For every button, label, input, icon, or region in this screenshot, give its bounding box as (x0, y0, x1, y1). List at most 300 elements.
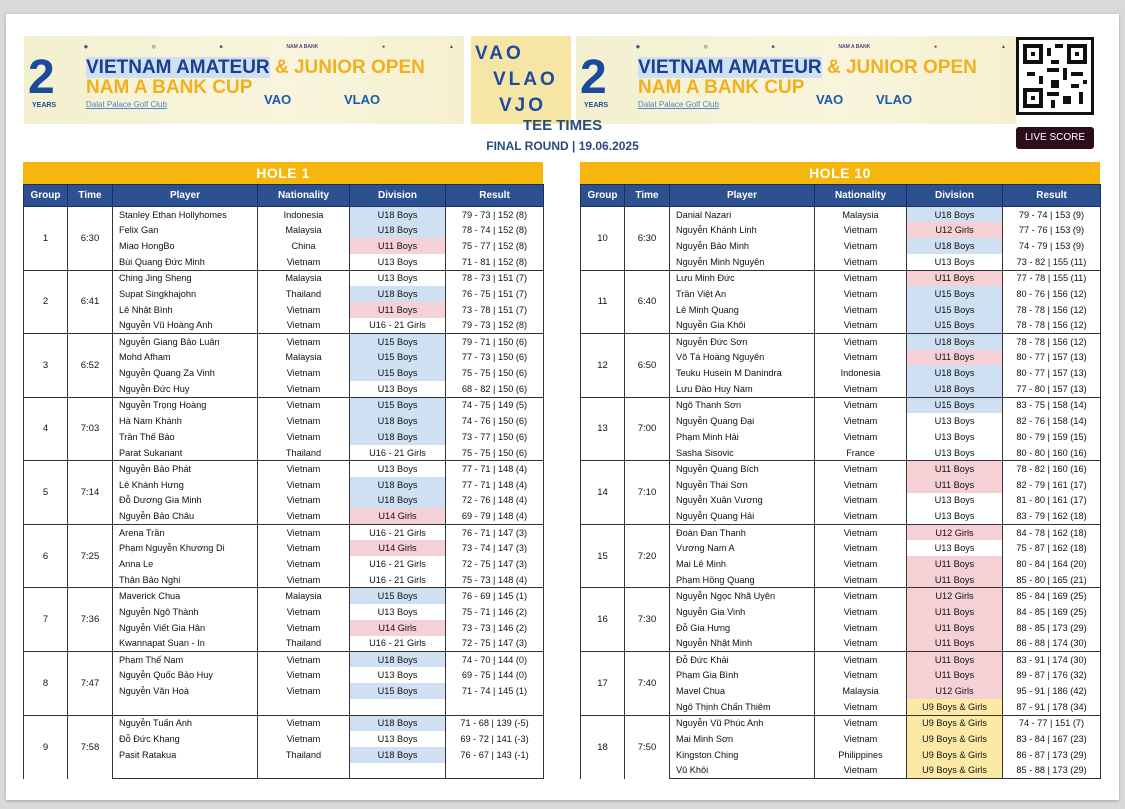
player-result (446, 763, 544, 779)
venue-name: Dalat Palace Golf Club (86, 100, 167, 109)
sponsor-logos (84, 39, 454, 55)
table-row (581, 270, 1101, 286)
player-nationality: Vietnam (258, 715, 350, 731)
player-division: U9 Boys & Girls (907, 715, 1003, 731)
player-division: U15 Boys (350, 683, 446, 699)
player-name: Trần Thế Bảo (113, 429, 258, 445)
event-title (86, 58, 425, 78)
player-nationality: Vietnam (258, 731, 350, 747)
live-score-button[interactable]: LIVE SCORE (1016, 127, 1094, 149)
chip-vlao-label: VLAO (344, 92, 381, 107)
player-division: U9 Boys & Girls (907, 731, 1003, 747)
player-result: 79 - 73 | 152 (8) (446, 318, 544, 334)
col-header-result: Result (1003, 185, 1101, 207)
player-division: U13 Boys (907, 493, 1003, 509)
player-name: Nguyễn Quốc Bảo Huy (113, 667, 258, 683)
player-division: U18 Boys (350, 651, 446, 667)
player-division: U16 - 21 Girls (350, 556, 446, 572)
player-nationality: Vietnam (258, 334, 350, 350)
logo-row: VLAO (493, 69, 558, 90)
event-cup: NAM A BANK CUP (86, 77, 253, 98)
event-cup: NAM A BANK CUP (638, 77, 805, 98)
player-division: U15 Boys (907, 302, 1003, 318)
player-result: 84 - 85 | 169 (25) (1003, 604, 1101, 620)
player-division: U18 Boys (350, 413, 446, 429)
player-nationality: Vietnam (258, 397, 350, 413)
player-result: 82 - 79 | 161 (17) (1003, 477, 1101, 493)
player-result: 83 - 79 | 162 (18) (1003, 508, 1101, 524)
player-name: Miao HongBo (113, 238, 258, 254)
tee-time: 6:52 (68, 334, 113, 398)
player-division: U18 Boys (350, 715, 446, 731)
tee-time: 7:20 (625, 524, 670, 588)
player-nationality: Vietnam (815, 572, 907, 588)
player-name: Nguyễn Bảo Phát (113, 461, 258, 477)
player-name: Nguyễn Ngô Thành (113, 604, 258, 620)
player-nationality: Vietnam (815, 699, 907, 715)
player-name: Nguyễn Vũ Phúc Anh (670, 715, 815, 731)
hole-title: HOLE 1 (23, 162, 543, 184)
tee-time: 7:30 (625, 588, 670, 652)
player-nationality: Vietnam (815, 636, 907, 652)
chip-vlao (876, 92, 912, 107)
player-name: Vũ Khôi (670, 763, 815, 779)
player-nationality: Vietnam (815, 763, 907, 779)
group-number: 8 (24, 651, 68, 715)
player-nationality: Vietnam (258, 493, 350, 509)
player-division: U16 - 21 Girls (350, 636, 446, 652)
player-name: Pasit Ratakua (113, 747, 258, 763)
player-division: U12 Girls (907, 683, 1003, 699)
hole-title: HOLE 10 (580, 162, 1100, 184)
logo-row: VJO (499, 95, 547, 116)
player-division: U11 Boys (907, 604, 1003, 620)
player-nationality: Vietnam (258, 302, 350, 318)
player-name: Nguyễn Bảo Minh (670, 238, 815, 254)
player-division: U11 Boys (907, 556, 1003, 572)
player-nationality: Vietnam (815, 270, 907, 286)
player-name: Nguyễn Bảo Châu (113, 508, 258, 524)
sponsor-logo: ◆ (636, 44, 640, 50)
player-name: Ching Jing Sheng (113, 270, 258, 286)
player-name: Kwannapat Suan - In (113, 636, 258, 652)
table-row (24, 651, 544, 667)
qr-code-icon[interactable] (1016, 37, 1094, 115)
player-division: U15 Boys (907, 318, 1003, 334)
player-result: 73 - 77 | 150 (6) (446, 429, 544, 445)
player-name: Sasha Sisovic (670, 445, 815, 461)
player-division: U15 Boys (350, 350, 446, 366)
player-nationality: Vietnam (815, 350, 907, 366)
player-result: 88 - 85 | 173 (29) (1003, 620, 1101, 636)
player-result: 77 - 76 | 153 (9) (1003, 222, 1101, 238)
table-row (24, 270, 544, 286)
title-part-b: & JUNIOR OPEN (274, 57, 425, 78)
player-nationality: Vietnam (258, 651, 350, 667)
group-number: 14 (581, 461, 625, 525)
player-name: Lê Khánh Hưng (113, 477, 258, 493)
player-nationality: Indonesia (815, 365, 907, 381)
player-nationality: Vietnam (258, 461, 350, 477)
table-row (24, 334, 544, 350)
player-result: 78 - 82 | 160 (16) (1003, 461, 1101, 477)
player-name: Mai Minh Sơn (670, 731, 815, 747)
player-result: 72 - 75 | 147 (3) (446, 556, 544, 572)
player-nationality: Vietnam (258, 413, 350, 429)
player-name: Trần Việt An (670, 286, 815, 302)
tee-time: 7:10 (625, 461, 670, 525)
player-name: Nguyễn Thái Sơn (670, 477, 815, 493)
player-name: Võ Tá Hoàng Nguyên (670, 350, 815, 366)
hole-10-panel (580, 162, 1100, 779)
group-number: 9 (24, 715, 68, 779)
player-result: 82 - 76 | 158 (14) (1003, 413, 1101, 429)
player-name: Phạm Thế Nam (113, 651, 258, 667)
sponsor-logo: ◆ (84, 44, 88, 50)
player-nationality: Vietnam (258, 365, 350, 381)
anniversary-years: YEARS (32, 102, 57, 109)
player-name: Nguyễn Đức Sơn (670, 334, 815, 350)
player-division: U18 Boys (350, 477, 446, 493)
player-nationality: Vietnam (815, 715, 907, 731)
player-name: Stanley Ethan Hollyhomes (113, 207, 258, 223)
player-result: 77 - 73 | 150 (6) (446, 350, 544, 366)
sponsor-logo: ■ (771, 44, 775, 50)
player-name (113, 763, 258, 779)
sponsor-logo: ● (934, 44, 938, 50)
player-name: Phạm Minh Hải (670, 429, 815, 445)
player-nationality: Vietnam (815, 461, 907, 477)
player-name: Đỗ Đức Khải (670, 651, 815, 667)
player-nationality: Vietnam (815, 508, 907, 524)
player-result: 76 - 75 | 151 (7) (446, 286, 544, 302)
player-division: U13 Boys (907, 540, 1003, 556)
player-nationality: Malaysia (815, 683, 907, 699)
col-header-player: Player (113, 185, 258, 207)
player-nationality: Vietnam (258, 667, 350, 683)
player-name: Phạm Hồng Quang (670, 572, 815, 588)
table-row (581, 334, 1101, 350)
player-nationality: Vietnam (258, 508, 350, 524)
player-result: 85 - 84 | 169 (25) (1003, 588, 1101, 604)
player-nationality: Vietnam (258, 254, 350, 270)
group-number: 3 (24, 334, 68, 398)
group-number: 7 (24, 588, 68, 652)
group-number: 11 (581, 270, 625, 334)
table-row (581, 651, 1101, 667)
tee-times-table (580, 184, 1101, 779)
chip-vao-label: VAO (264, 92, 292, 107)
col-header-result: Result (446, 185, 544, 207)
player-division: U16 - 21 Girls (350, 524, 446, 540)
hole-1-panel (23, 162, 543, 779)
group-number: 12 (581, 334, 625, 398)
col-header-group: Group (24, 185, 68, 207)
tee-time: 7:00 (625, 397, 670, 461)
col-header-time: Time (625, 185, 670, 207)
tee-time: 7:36 (68, 588, 113, 652)
player-division: U14 Girls (350, 540, 446, 556)
player-result: 76 - 67 | 143 (-1) (446, 747, 544, 763)
player-name: Nguyễn Viết Gia Hân (113, 620, 258, 636)
anniversary-years: YEARS (584, 102, 609, 109)
player-nationality: Vietnam (815, 334, 907, 350)
player-result: 81 - 80 | 161 (17) (1003, 493, 1101, 509)
col-header-division: Division (350, 185, 446, 207)
player-division: U18 Boys (350, 207, 446, 223)
player-name: Nguyễn Quang Za Vinh (113, 365, 258, 381)
player-nationality: Thailand (258, 286, 350, 302)
player-nationality: Vietnam (815, 254, 907, 270)
player-nationality: Indonesia (258, 207, 350, 223)
player-result (446, 699, 544, 715)
player-division: U11 Boys (907, 651, 1003, 667)
player-nationality: Philippines (815, 747, 907, 763)
player-nationality: Vietnam (815, 477, 907, 493)
event-banner (24, 36, 1014, 124)
player-division: U13 Boys (350, 604, 446, 620)
player-name: Bùi Quang Đức Minh (113, 254, 258, 270)
tee-time: 7:50 (625, 715, 670, 779)
sponsor-logos (636, 39, 1006, 55)
player-result: 69 - 75 | 144 (0) (446, 667, 544, 683)
player-nationality (258, 763, 350, 779)
player-result: 80 - 80 | 160 (16) (1003, 445, 1101, 461)
player-division: U18 Boys (350, 429, 446, 445)
group-number: 4 (24, 397, 68, 461)
player-result: 89 - 87 | 176 (32) (1003, 667, 1101, 683)
tee-time: 7:14 (68, 461, 113, 525)
vao-vlao-vjo-logo (471, 36, 571, 124)
player-name: Nguyễn Tuấn Anh (113, 715, 258, 731)
player-name: Nguyễn Đức Huy (113, 381, 258, 397)
player-division: U18 Boys (350, 493, 446, 509)
table-row (581, 461, 1101, 477)
sponsor-logo: ◇ (703, 44, 708, 50)
player-name: Ngô Thanh Sơn (670, 397, 815, 413)
player-division: U11 Boys (907, 270, 1003, 286)
player-division: U15 Boys (350, 588, 446, 604)
sponsor-logo: ■ (219, 44, 223, 50)
player-division: U11 Boys (907, 667, 1003, 683)
player-nationality: Vietnam (258, 477, 350, 493)
player-result: 86 - 88 | 174 (30) (1003, 636, 1101, 652)
player-nationality: Vietnam (258, 429, 350, 445)
sponsor-logo: ◇ (151, 44, 156, 50)
player-division: U12 Girls (907, 524, 1003, 540)
player-division: U16 - 21 Girls (350, 445, 446, 461)
player-division (350, 763, 446, 779)
player-result: 76 - 71 | 147 (3) (446, 524, 544, 540)
player-result: 74 - 77 | 151 (7) (1003, 715, 1101, 731)
player-nationality: Vietnam (815, 413, 907, 429)
player-division: U18 Boys (907, 207, 1003, 223)
player-result: 74 - 70 | 144 (0) (446, 651, 544, 667)
player-result: 77 - 71 | 148 (4) (446, 461, 544, 477)
table-row (581, 524, 1101, 540)
player-division: U13 Boys (350, 381, 446, 397)
player-nationality: Vietnam (815, 588, 907, 604)
player-name: Lưu Đào Huy Nam (670, 381, 815, 397)
player-division: U11 Boys (907, 461, 1003, 477)
player-nationality: Vietnam (815, 397, 907, 413)
chip-vao-label: VAO (816, 92, 844, 107)
col-header-nationality: Nationality (258, 185, 350, 207)
player-name: Phạm Gia Bình (670, 667, 815, 683)
group-number: 2 (24, 270, 68, 334)
player-division: U18 Boys (350, 222, 446, 238)
player-name: Thân Bảo Nghi (113, 572, 258, 588)
player-division: U11 Boys (907, 350, 1003, 366)
player-name: Danial Nazari (670, 207, 815, 223)
page-subtitle: FINAL ROUND | 19.06.2025 (486, 139, 639, 153)
player-name: Nguyễn Giang Bảo Luân (113, 334, 258, 350)
player-name: Ngô Thịnh Chấn Thiêm (670, 699, 815, 715)
player-result: 83 - 75 | 158 (14) (1003, 397, 1101, 413)
player-result: 75 - 73 | 148 (4) (446, 572, 544, 588)
title-part-a: VIETNAM AMATEUR (638, 57, 822, 78)
sponsor-logo-nam-a-bank: NAM A BANK (286, 44, 319, 50)
player-division: U16 - 21 Girls (350, 572, 446, 588)
group-number: 18 (581, 715, 625, 779)
tee-time: 7:40 (625, 651, 670, 715)
title-part-a: VIETNAM AMATEUR (86, 57, 270, 78)
player-nationality: Malaysia (258, 270, 350, 286)
player-division: U13 Boys (350, 254, 446, 270)
player-nationality: Vietnam (815, 556, 907, 572)
player-division: U15 Boys (907, 286, 1003, 302)
tee-time: 7:03 (68, 397, 113, 461)
player-name: Nguyễn Khánh Linh (670, 222, 815, 238)
player-name: Vương Nam A (670, 540, 815, 556)
table-header-row (581, 185, 1101, 207)
player-division: U9 Boys & Girls (907, 747, 1003, 763)
player-division: U18 Boys (907, 381, 1003, 397)
player-nationality: Vietnam (258, 556, 350, 572)
player-nationality: Vietnam (815, 493, 907, 509)
player-result: 73 - 78 | 151 (7) (446, 302, 544, 318)
player-nationality: Vietnam (815, 667, 907, 683)
col-header-division: Division (907, 185, 1003, 207)
player-division: U16 - 21 Girls (350, 318, 446, 334)
table-row (24, 207, 544, 223)
player-division: U11 Boys (907, 572, 1003, 588)
player-nationality: Vietnam (815, 620, 907, 636)
table-row (24, 397, 544, 413)
tee-time: 7:25 (68, 524, 113, 588)
player-division: U13 Boys (907, 254, 1003, 270)
group-number: 13 (581, 397, 625, 461)
col-header-player: Player (670, 185, 815, 207)
table-row (24, 461, 544, 477)
player-name: Đỗ Gia Hưng (670, 620, 815, 636)
player-nationality: Malaysia (258, 222, 350, 238)
player-division: U14 Girls (350, 620, 446, 636)
player-result: 95 - 91 | 186 (42) (1003, 683, 1101, 699)
player-result: 72 - 76 | 148 (4) (446, 493, 544, 509)
table-row (24, 524, 544, 540)
player-name: Nguyễn Minh Nguyên (670, 254, 815, 270)
player-result: 80 - 76 | 156 (12) (1003, 286, 1101, 302)
event-title (638, 58, 977, 78)
player-result: 75 - 75 | 150 (6) (446, 365, 544, 381)
player-division (350, 699, 446, 715)
player-nationality: France (815, 445, 907, 461)
player-nationality: Vietnam (258, 572, 350, 588)
player-nationality: Vietnam (258, 604, 350, 620)
player-division: U12 Girls (907, 222, 1003, 238)
player-result: 83 - 91 | 174 (30) (1003, 651, 1101, 667)
table-row (581, 207, 1101, 223)
player-name: Teuku Husein M Danindra (670, 365, 815, 381)
player-division: U13 Boys (907, 508, 1003, 524)
tee-time: 6:40 (625, 270, 670, 334)
player-division: U14 Girls (350, 508, 446, 524)
player-nationality: Vietnam (815, 318, 907, 334)
anniversary-two: 2 (28, 51, 55, 104)
player-result: 74 - 79 | 153 (9) (1003, 238, 1101, 254)
venue-name: Dalat Palace Golf Club (638, 100, 719, 109)
player-name: Mai Lê Minh (670, 556, 815, 572)
player-name: Hà Nam Khánh (113, 413, 258, 429)
player-nationality: Thailand (258, 747, 350, 763)
player-nationality: Vietnam (815, 302, 907, 318)
player-nationality: Vietnam (258, 318, 350, 334)
player-division: U13 Boys (907, 413, 1003, 429)
player-result: 71 - 81 | 152 (8) (446, 254, 544, 270)
group-number: 5 (24, 461, 68, 525)
player-name: Kingston Ching (670, 747, 815, 763)
player-result: 80 - 77 | 157 (13) (1003, 365, 1101, 381)
player-division: U13 Boys (907, 429, 1003, 445)
player-result: 84 - 78 | 162 (18) (1003, 524, 1101, 540)
player-division: U18 Boys (350, 286, 446, 302)
player-division: U13 Boys (350, 731, 446, 747)
player-result: 74 - 76 | 150 (6) (446, 413, 544, 429)
player-result: 79 - 73 | 152 (8) (446, 207, 544, 223)
group-number: 15 (581, 524, 625, 588)
player-result: 72 - 75 | 147 (3) (446, 636, 544, 652)
player-result: 80 - 84 | 164 (20) (1003, 556, 1101, 572)
player-result: 85 - 80 | 165 (21) (1003, 572, 1101, 588)
player-name (113, 699, 258, 715)
player-result: 77 - 71 | 148 (4) (446, 477, 544, 493)
sponsor-logo: ▲ (1001, 44, 1006, 50)
player-name: Nguyễn Nhật Minh (670, 636, 815, 652)
table-body (581, 207, 1101, 779)
sponsor-logo: ● (382, 44, 386, 50)
player-result: 83 - 84 | 167 (23) (1003, 731, 1101, 747)
player-name: Supat Singkhajohn (113, 286, 258, 302)
tee-time: 6:30 (625, 207, 670, 271)
tee-time: 6:41 (68, 270, 113, 334)
player-result: 76 - 69 | 145 (1) (446, 588, 544, 604)
player-division: U11 Boys (907, 636, 1003, 652)
player-nationality: Malaysia (815, 207, 907, 223)
player-result: 77 - 78 | 155 (11) (1003, 270, 1101, 286)
banner-right (576, 36, 1016, 124)
group-number: 16 (581, 588, 625, 652)
tee-time: 6:30 (68, 207, 113, 271)
player-name: Phạm Nguyễn Khương Di (113, 540, 258, 556)
player-division: U18 Boys (907, 365, 1003, 381)
player-name: Maverick Chua (113, 588, 258, 604)
player-division: U13 Boys (350, 461, 446, 477)
qr-pattern (1023, 44, 1087, 108)
player-division: U11 Boys (350, 238, 446, 254)
tee-time: 6:50 (625, 334, 670, 398)
player-nationality: Vietnam (815, 540, 907, 556)
